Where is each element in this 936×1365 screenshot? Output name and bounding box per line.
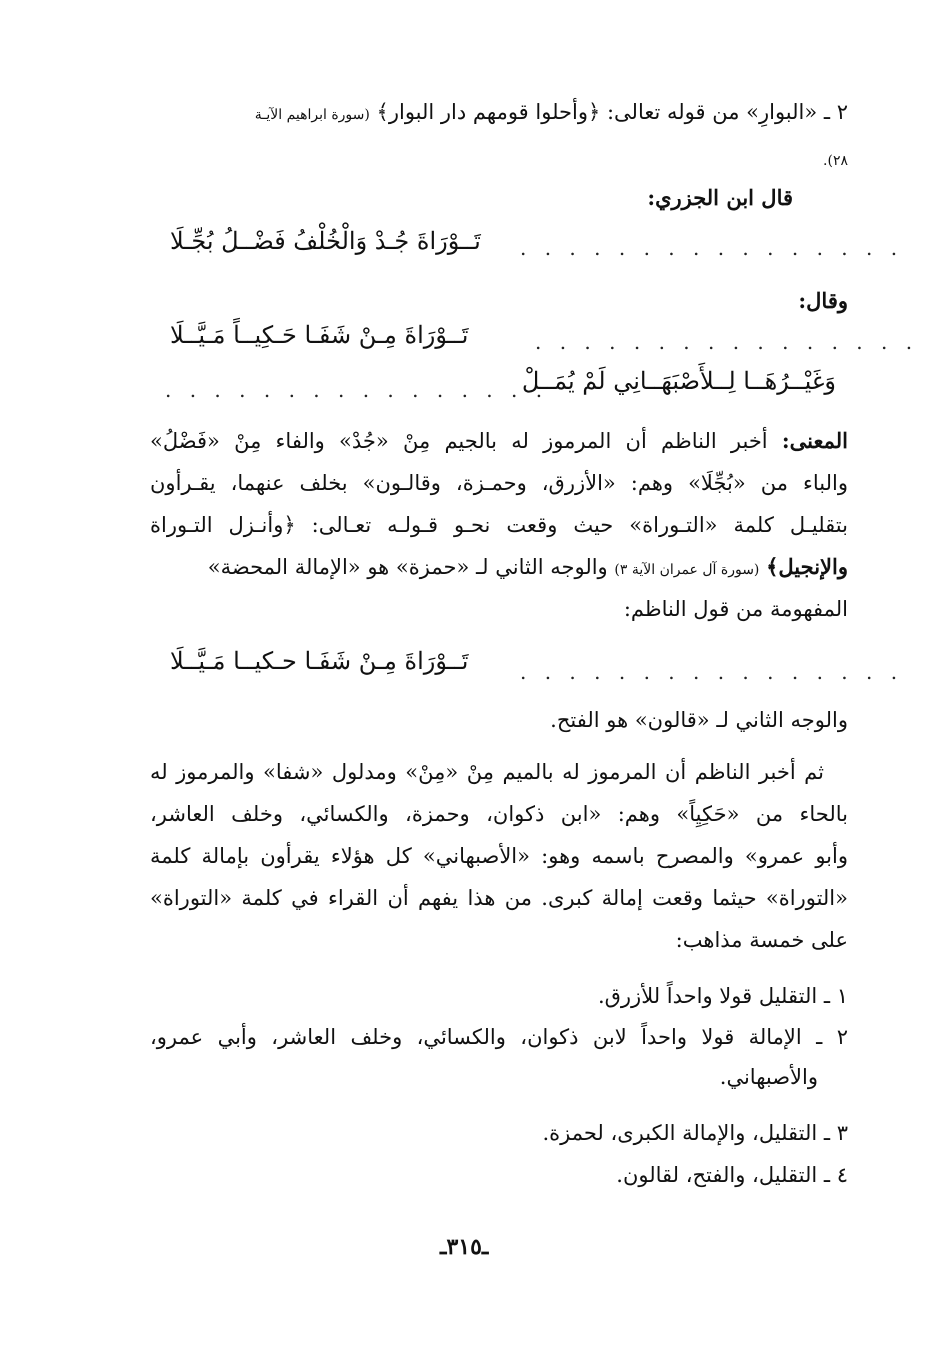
meaning-bold-word: والإنجيل﴾ — [766, 554, 848, 579]
meaning-line-4 — [150, 552, 848, 585]
intro-line — [150, 97, 848, 130]
meaning-text-4: والوجه الثاني لـ «حمزة» هو «الإمالة المحضة» — [207, 555, 608, 579]
intro-item-text: ٢ ـ «البوارِ» من قوله تعالى: ﴿وأحلوا قومهم دار البوار﴾ — [376, 100, 848, 124]
list-item-3: ٣ ـ التقليل، والإمالة الكبرى، لحمزة. — [542, 1121, 848, 1145]
meaning-line-3: بتقليـل كلمة «التـوراة» حيث وقعت نحـو قـولـه تعـالى: ﴿وأنـزل التـوراة — [150, 513, 848, 537]
meaning-label: المعنى: — [781, 428, 848, 453]
intro-reference-end — [150, 143, 848, 176]
meaning-verse: تَــوْرَاةَ مِـنْ شَفَـا حـكيــا مَـيَّــلَا — [170, 647, 469, 675]
quote2-verse2: وَغَيْــرُهَــا لِــلأَصْبَهَــانِي لَمْ يُمَــلْ — [521, 367, 836, 395]
para2-line-1: ثم أخبر الناظم أن المرموز له بالميم مِنْ «مِنْ» ومدلول «شفا» والمرموز له — [150, 760, 824, 784]
list-item-2-continued: والأصبهاني. — [719, 1065, 818, 1089]
intro-surah-reference: (سورة ابراهيم الآيـة — [254, 107, 370, 123]
intro-reference-number: ٢٨). — [823, 153, 848, 169]
meaning-text-1: أخبر الناظم أن المرموز له بالجيم مِنْ «جُدْ» والفاء مِنْ «فَضْلُ» — [150, 429, 768, 453]
quote2-verse1: تَــوْرَاةَ مِـنْ شَفَـا حَـكِيــاً مَـيَّــلَا — [170, 321, 469, 349]
list-item-4: ٤ ـ التقليل، والفتح، لقالون. — [616, 1163, 848, 1187]
meaning-verse-dots: . . . . . . . . . . . . . . . . — [520, 660, 904, 684]
meaning-line-1 — [150, 426, 848, 456]
quote2-dots-right: . . . . . . . . . . . . . . . . — [535, 330, 919, 354]
meaning-line-5: المفهومة من قول الناظم: — [623, 597, 848, 621]
list-item-1: ١ ـ التقليل قولا واحداً للأزرق. — [597, 984, 848, 1008]
quote1-heading: قال ابن الجزري: — [647, 185, 793, 210]
meaning-line-6: والوجه الثاني لـ «قالون» هو الفتح. — [550, 708, 848, 732]
para2-line-5: على خمسة مذاهب: — [675, 928, 848, 952]
para2-line-2: بالحاء من «حَكِيِاً» وهم: «ابن ذكوان، وحمزة، والكسائي، وخلف العاشر، — [150, 802, 848, 826]
list-item-2: ٢ ـ الإمالة قولا واحداً لابن ذكوان، والكسائي، وخلف العاشر، وأبي عمرو، — [150, 1025, 848, 1049]
para2-line-3: وأبو عمرو» والمصرح باسمه وهو: «الأصبهاني» كل هؤلاء يقرأون بإمالة كلمة — [150, 844, 848, 868]
quote2-heading: وقال: — [798, 288, 848, 313]
para2-line-4: «التوراة» حيثما وقعت إمالة كبرى. من هذا يفهم أن القراء في كلمة «التوراة» — [150, 886, 848, 910]
page-number: ـ٣١٥ـ — [440, 1234, 489, 1260]
meaning-line-2: والباء من «بُجِّلَا» وهم: «الأزرق، وحمـزة، وقالـون» بخلف عنهما، يقـرأون — [150, 471, 848, 495]
meaning-surah-reference: (سورة آل عمران الآية ٣) — [614, 562, 760, 578]
quote1-dots: . . . . . . . . . . . . . . . . — [520, 236, 904, 260]
quote2-dots-left: . . . . . . . . . . . . . . . . — [165, 378, 549, 402]
quote1-verse: تَــوْرَاةَ جُـدْ وَالْخُلْفُ فَضْــلُ بُجِّـلَا — [170, 227, 481, 255]
